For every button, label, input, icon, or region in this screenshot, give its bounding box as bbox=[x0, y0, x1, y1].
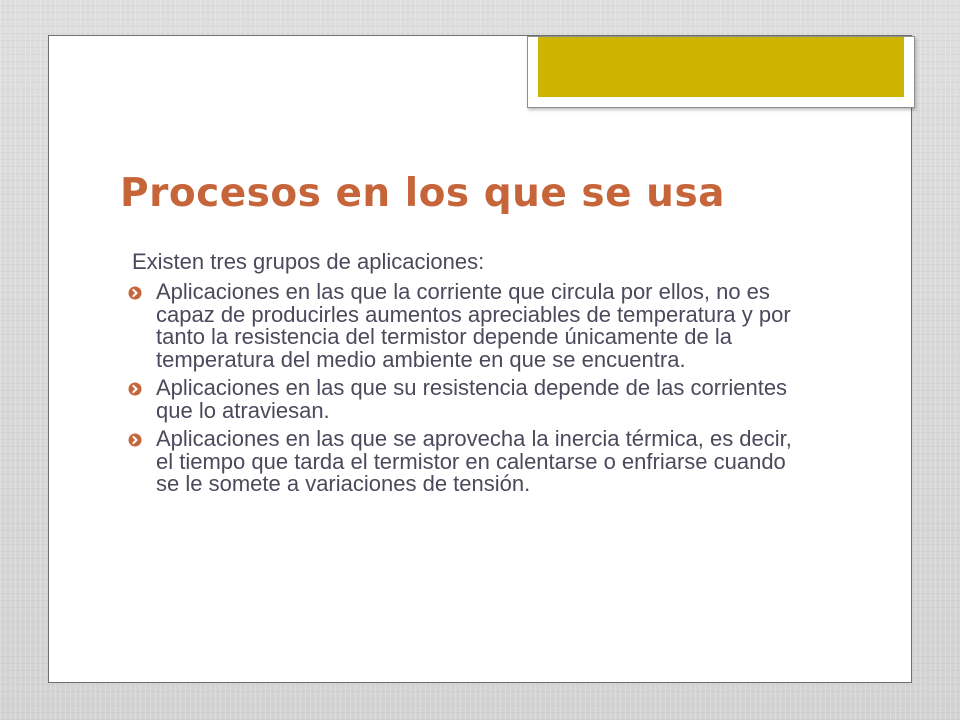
intro-text: Existen tres grupos de aplicaciones: bbox=[132, 249, 485, 274]
chevron-circle-icon bbox=[128, 433, 142, 447]
bullet-list bbox=[128, 281, 798, 502]
accent-rectangle bbox=[538, 37, 904, 97]
chevron-circle-icon bbox=[128, 286, 142, 300]
list-item bbox=[128, 377, 798, 422]
chevron-circle-icon bbox=[128, 382, 142, 396]
bullet-text: Aplicaciones en las que se aprovecha la inercia térmica, es decir, el tiempo que tarda el termistor en calentarse o enfriarse cuando se le somete a variaciones de tensión. bbox=[156, 426, 792, 496]
list-item bbox=[128, 281, 798, 371]
list-item bbox=[128, 428, 798, 496]
accent-frame bbox=[527, 36, 915, 108]
slide-title: Procesos en los que se usa bbox=[120, 171, 725, 216]
bullet-text: Aplicaciones en las que la corriente que circula por ellos, no es capaz de producirles aumentos apreciables de temperatura y por tanto la resistencia del termistor depende únicamente de la temperatura del medio ambiente en que se encuentra. bbox=[156, 279, 791, 372]
bullet-text: Aplicaciones en las que su resistencia depende de las corrientes que lo atraviesan. bbox=[156, 375, 788, 423]
